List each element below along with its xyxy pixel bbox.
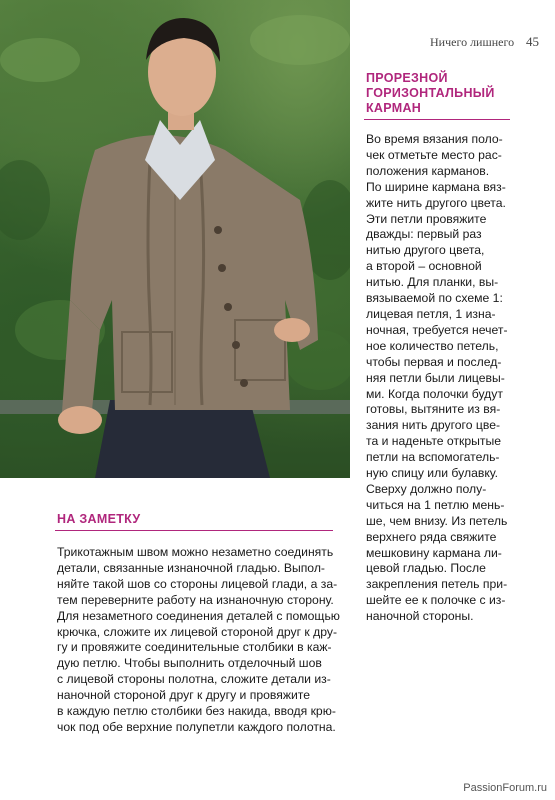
text-line: та и наденьте открытые [366, 434, 502, 449]
text-line: верхнего ряда свяжите [366, 529, 497, 544]
text-line: лицевая петля, 1 изна- [366, 306, 496, 321]
text-line: детали, связанные изнаночной гладью. Выпол- [57, 560, 325, 575]
text-line: крючка, сложите их лицевой стороной друг к дру- [57, 624, 338, 639]
note-section-text [57, 545, 340, 736]
text-line: дую петлю. Чтобы выполнить отделочный шов [57, 656, 322, 671]
running-header: Ничего лишнего [430, 35, 515, 49]
text-line: ми. Когда полочки будут [366, 386, 503, 401]
text-line: шейте ее к полочке с из- [366, 593, 506, 608]
note-section-title: НА ЗАМЕТКУ [57, 512, 141, 526]
page-number: 45 [526, 34, 539, 49]
text-line: ночная, требуется нечет- [366, 322, 508, 337]
text-line: чек отметьте место рас- [366, 147, 502, 162]
text-line: наночной стороны. [366, 609, 474, 624]
text-line: тем переверните работу на изнаночную сторону. [57, 592, 334, 607]
text-line: ную спицу или булавку. [366, 466, 499, 481]
text-line: ше, чем внизу. Из петель [366, 513, 508, 528]
cardigan-photo [0, 0, 350, 478]
site-watermark: PassionForum.ru [463, 782, 547, 794]
text-line: гу и провяжите соединительные столбики в каж- [57, 640, 332, 655]
pocket-section-text [366, 132, 526, 625]
right-hand [274, 318, 310, 342]
text-line: няйте такой шов со стороны лицевой глади, а за- [57, 576, 338, 591]
text-line: положения карманов. [366, 163, 490, 178]
text-line: Во время вязания поло- [366, 132, 503, 146]
text-line: мешковину кармана ли- [366, 545, 502, 560]
text-line: Для незаметного соединения деталей с помощью [57, 608, 340, 623]
note-section-rule [55, 530, 333, 531]
text-line: Сверху должно полу- [366, 481, 487, 496]
text-line: Эти петли провяжите [366, 211, 487, 226]
text-line: вязываемой по схеме 1: [366, 291, 503, 306]
text-line: закрепления петель при- [366, 577, 508, 592]
text-line: нитью. Для планки, вы- [366, 275, 499, 290]
photo-illustration [0, 0, 350, 478]
text-line: с лицевой стороны полотна, сложите детали из- [57, 672, 331, 687]
text-line: готовы, вытяните из вя- [366, 402, 501, 417]
text-line: По ширине кармана вяз- [366, 179, 506, 194]
pocket-section-rule [364, 119, 510, 120]
text-line: чок под обе верхние полупетли каждого полотна. [57, 719, 336, 734]
pocket-section-title: ПРОРЕЗНОЙ ГОРИЗОНТАЛЬНЫЙ КАРМАН [366, 71, 495, 115]
trousers [95, 400, 270, 478]
text-line: нитью другого цвета, [366, 243, 485, 258]
text-line: ное количество петель, [366, 338, 499, 353]
text-line: наночной стороной друг к другу и провяжите [57, 688, 311, 703]
text-line: цевой гладью. После [366, 561, 486, 576]
text-line: жите нить другого цвета. [366, 195, 506, 210]
text-line: Трикотажным швом можно незаметно соединять [57, 545, 334, 559]
text-line: читься на 1 петлю мень- [366, 497, 505, 512]
text-line: дважды: первый раз [366, 227, 482, 242]
left-hand [58, 406, 102, 434]
text-line: чтобы первая и послед- [366, 354, 502, 369]
text-line: зания нить другого цве- [366, 418, 501, 433]
text-line: в каждую петлю столбики без накида, вводя крю- [57, 704, 336, 719]
text-line: а второй – основной [366, 259, 482, 274]
text-line: няя петли были лицевы- [366, 370, 505, 385]
text-line: петли на вспомогатель- [366, 450, 500, 465]
